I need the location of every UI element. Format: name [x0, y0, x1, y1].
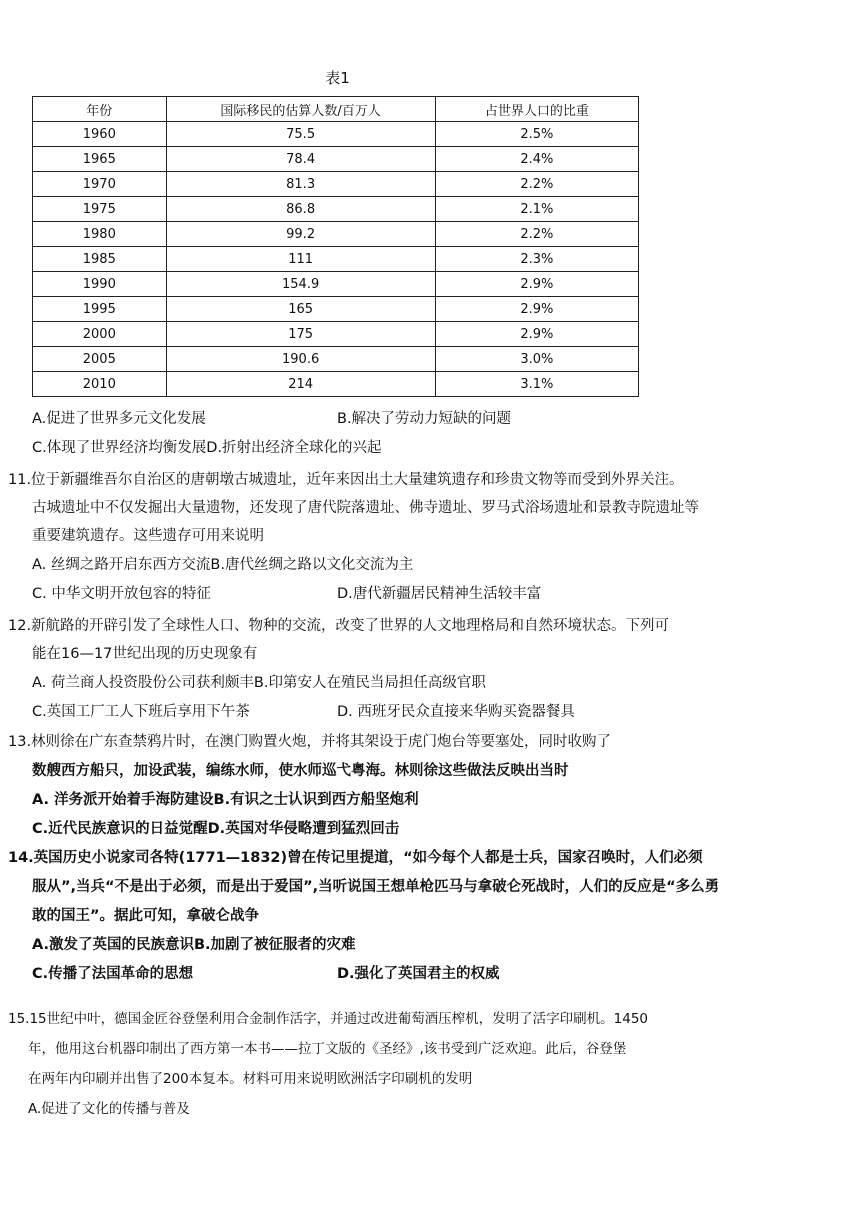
cell-migrants: 81.3	[166, 172, 435, 197]
table-row	[33, 322, 639, 347]
cell-share: 2.2%	[435, 172, 638, 197]
cell-share: 2.9%	[435, 272, 638, 297]
q12-option-ab: A. 荷兰商人投资股份公司获利颇丰B.印第安人在殖民当局担任高级官职	[32, 675, 486, 691]
cell-year: 2000	[33, 322, 167, 347]
q11-stem-line1: 11.位于新疆维吾尔自治区的唐朝墩古城遗址，近年来因出土大量建筑遗存和珍贵文物等而受到外界关注。	[8, 472, 684, 488]
q11-option-ab: A. 丝绸之路开启东西方交流B.唐代丝绸之路以文化交流为主	[32, 557, 414, 573]
cell-migrants: 190.6	[166, 347, 435, 372]
cell-year: 1960	[33, 122, 167, 147]
cell-year: 2010	[33, 372, 167, 397]
table-row	[33, 172, 639, 197]
header-year: 年份	[33, 97, 167, 122]
cell-share: 2.5%	[435, 122, 638, 147]
cell-year: 1985	[33, 247, 167, 272]
cell-migrants: 78.4	[166, 147, 435, 172]
q13-option-cd: C.近代民族意识的日益觉醒D.英国对华侵略遭到猛烈回击	[32, 821, 400, 837]
q15-stem-line3: 在两年内印刷并出售了200本复本。材料可用来说明欧洲活字印刷机的发明	[28, 1071, 473, 1087]
cell-share: 2.9%	[435, 297, 638, 322]
q11-option-d: D.唐代新疆居民精神生活较丰富	[337, 586, 542, 602]
cell-migrants: 165	[166, 297, 435, 322]
table-header-row	[33, 97, 639, 122]
q13-stem-line2: 数艘西方船只，加设武装，编练水师，使水师巡弋粤海。林则徐这些做法反映出当时	[32, 763, 569, 779]
q12-stem-line1: 12.新航路的开辟引发了全球性人口、物种的交流，改变了世界的人文地理格局和自然环境状态。下列可	[8, 618, 670, 634]
q14-option-ab: A.激发了英国的民族意识B.加剧了被征服者的灾难	[32, 937, 356, 953]
q14-option-d: D.强化了英国君主的权威	[337, 966, 500, 982]
cell-share: 2.2%	[435, 222, 638, 247]
q15-stem-line1: 15.15世纪中叶，德国金匠谷登堡利用合金制作活字，并通过改进葡萄酒压榨机，发明了活字印刷机。1450	[8, 1011, 649, 1027]
cell-share: 3.1%	[435, 372, 638, 397]
q11-stem-line2: 古城遗址中不仅发掘出大量遗物，还发现了唐代院落遗址、佛寺遗址、罗马式浴场遗址和景教寺院遗址等	[32, 500, 699, 516]
cell-migrants: 154.9	[166, 272, 435, 297]
migration-table	[32, 96, 639, 397]
q10-option-a: A.促进了世界多元文化发展	[32, 411, 206, 427]
table-row	[33, 297, 639, 322]
cell-migrants: 99.2	[166, 222, 435, 247]
table-row	[33, 122, 639, 147]
cell-share: 2.3%	[435, 247, 638, 272]
cell-migrants: 75.5	[166, 122, 435, 147]
q12-stem-line2: 能在16—17世纪出现的历史现象有	[32, 646, 258, 662]
table-row	[33, 372, 639, 397]
cell-share: 2.9%	[435, 322, 638, 347]
table-row	[33, 197, 639, 222]
header-migrants: 国际移民的估算人数/百万人	[166, 97, 435, 122]
q13-stem-line1: 13.林则徐在广东查禁鸦片时，在澳门购置火炮，并将其架设于虎门炮台等要塞处，同时收购了	[8, 734, 612, 750]
cell-migrants: 86.8	[166, 197, 435, 222]
cell-year: 2005	[33, 347, 167, 372]
q15-stem-line2: 年，他用这台机器印制出了西方第一本书——拉丁文版的《圣经》,该书受到广泛欢迎。此后，谷登堡	[28, 1041, 627, 1057]
q11-stem-line3: 重要建筑遗存。这些遗存可用来说明	[32, 528, 264, 544]
table-row	[33, 347, 639, 372]
cell-year: 1990	[33, 272, 167, 297]
q11-option-c: C. 中华文明开放包容的特征	[32, 586, 211, 602]
table-row	[33, 147, 639, 172]
q14-option-c: C.传播了法国革命的思想	[32, 966, 194, 982]
q14-stem-line2: 服从”,当兵“不是出于必须，而是出于爱国”,当听说国王想单枪匹马与拿破仑死战时，人们的反应是“多么勇	[32, 879, 720, 895]
header-share: 占世界人口的比重	[435, 97, 638, 122]
q12-option-c: C.英国工厂工人下班后享用下午茶	[32, 704, 250, 720]
table-row	[33, 272, 639, 297]
cell-year: 1965	[33, 147, 167, 172]
q10-option-cd: C.体现了世界经济均衡发展D.折射出经济全球化的兴起	[32, 440, 382, 456]
q14-stem-line1: 14.英国历史小说家司各特(1771—1832)曾在传记里提道，“如今每个人都是士兵，国家召唤时，人们必须	[8, 850, 703, 866]
q15-option-a: A.促进了文化的传播与普及	[28, 1101, 190, 1117]
cell-year: 1970	[33, 172, 167, 197]
table-caption: 表1	[325, 69, 350, 87]
table-row	[33, 222, 639, 247]
q10-option-b: B.解决了劳动力短缺的问题	[337, 411, 512, 427]
cell-year: 1995	[33, 297, 167, 322]
q13-option-ab: A. 洋务派开始着手海防建设B.有识之士认识到西方船坚炮利	[32, 792, 419, 808]
cell-share: 2.1%	[435, 197, 638, 222]
q12-option-d: D. 西班牙民众直接来华购买瓷器餐具	[337, 704, 575, 720]
cell-migrants: 111	[166, 247, 435, 272]
cell-year: 1980	[33, 222, 167, 247]
table-row	[33, 247, 639, 272]
cell-share: 2.4%	[435, 147, 638, 172]
q14-stem-line3: 敢的国王”。据此可知，拿破仑战争	[32, 908, 260, 924]
cell-year: 1975	[33, 197, 167, 222]
cell-share: 3.0%	[435, 347, 638, 372]
cell-migrants: 175	[166, 322, 435, 347]
cell-migrants: 214	[166, 372, 435, 397]
